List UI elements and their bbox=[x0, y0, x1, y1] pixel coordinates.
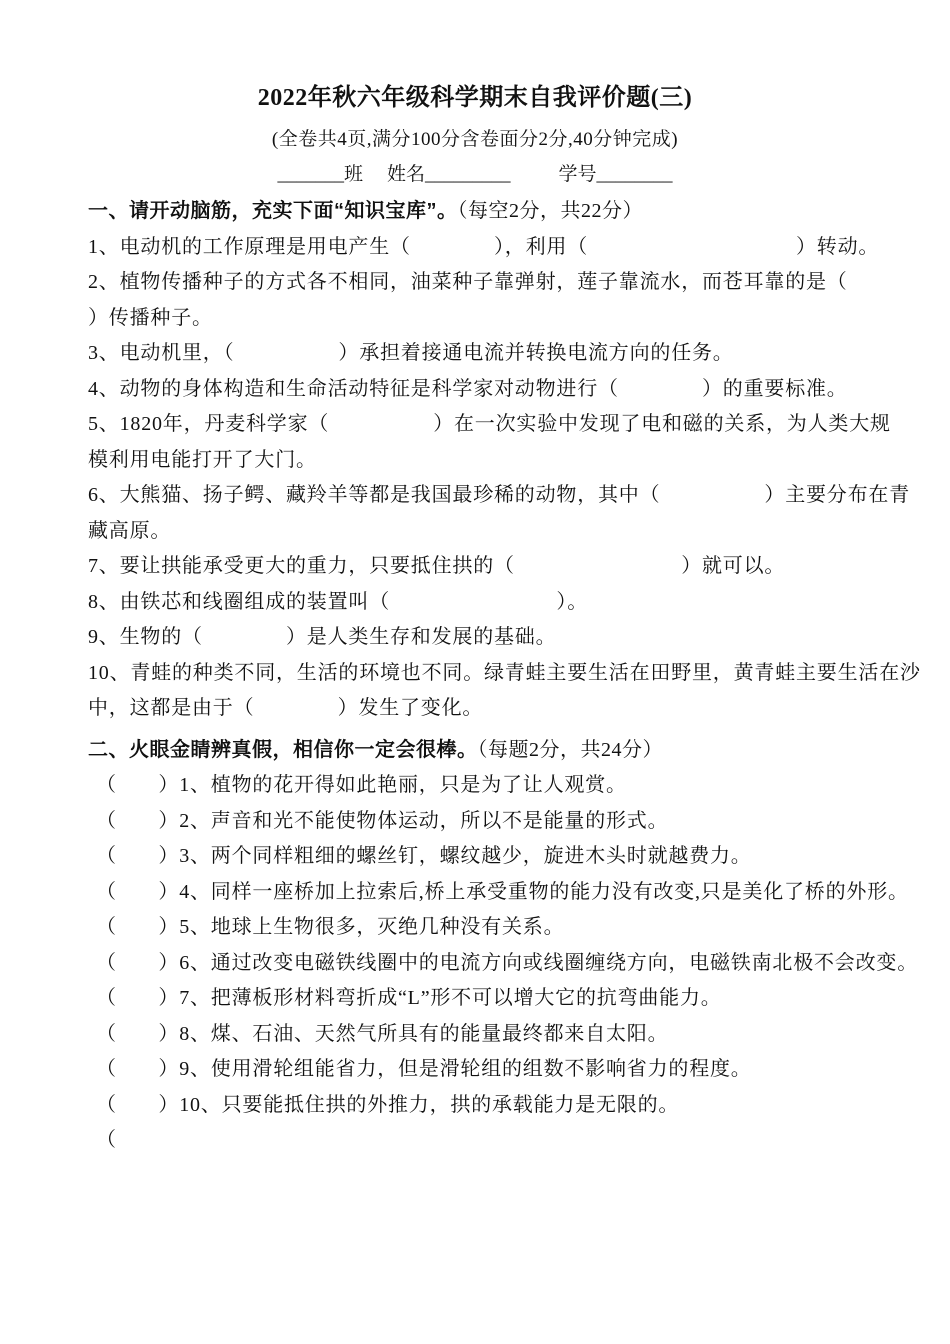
fill-blank-line: 6、大熊猫、扬子鳄、藏羚羊等都是我国最珍稀的动物，其中（ ）主要分布在青 bbox=[88, 484, 910, 506]
true-false-line: （ ）8、煤、石油、天然气所具有的能量最终都来自太阳。 bbox=[96, 1022, 669, 1045]
fill-blank-line: ）传播种子。 bbox=[88, 306, 213, 329]
fill-blank-line: 8、由铁芯和线圈组成的装置叫（ ）。 bbox=[88, 590, 588, 613]
fill-blank-line: 模利用电能打开了大门。 bbox=[88, 448, 317, 471]
fill-blank-line: 1、电动机的工作原理是用电产生（ ），利用（ ）转动。 bbox=[88, 235, 880, 258]
true-false-line: （ ）4、同样一座桥加上拉索后,桥上承受重物的能力没有改变,只是美化了桥的外形。 bbox=[96, 880, 909, 903]
fill-blank-line: 中，这都是由于（ ）发生了变化。 bbox=[88, 697, 484, 719]
student-id-label: 学号 bbox=[558, 164, 597, 185]
student-id-blank-field: ________ bbox=[596, 164, 673, 185]
fill-blank-line: 2、植物传播种子的方式各不相同，油菜种子靠弹射，莲子靠流水，而苍耳靠的是（ bbox=[88, 271, 848, 293]
section-heading-text: 二、火眼金睛辨真假，相信你一定会很棒。 bbox=[88, 738, 478, 761]
paper-info-line: (全卷共4页,满分100分含卷面分2分,40分钟完成) bbox=[271, 129, 679, 150]
true-false-line: （ ）9、使用滑轮组能省力，但是滑轮组的组数不影响省力的程度。 bbox=[96, 1058, 752, 1080]
true-false-line: （ ）2、声音和光不能使物体运动，所以不是能量的形式。 bbox=[96, 809, 669, 832]
section-heading-score: （每空2分，共22分） bbox=[457, 200, 643, 222]
document-body bbox=[88, 194, 921, 1159]
fill-blank-line: 3、电动机里，（ ）承担着接通电流并转换电流方向的任务。 bbox=[88, 342, 734, 364]
fill-blank-line: 5、1820年，丹麦科学家（ ）在一次实验中发现了电和磁的关系，为人类大规 bbox=[88, 413, 891, 435]
section-1-heading bbox=[88, 194, 862, 230]
true-false-line: （ ）10、只要能抵住拱的外推力，拱的承载能力是无限的。 bbox=[96, 1093, 680, 1116]
name-blank-field: _________ bbox=[425, 164, 511, 185]
fill-blank-line: 9、生物的（ ）是人类生存和发展的基础。 bbox=[88, 626, 557, 648]
true-false-line: （ ）7、把薄板形材料弯折成“L”形不可以增大它的抗弯曲能力。 bbox=[96, 987, 722, 1009]
true-false-line: （ ）3、两个同样粗细的螺丝钉，螺纹越少，旋进木头时就越费力。 bbox=[96, 845, 752, 867]
section-heading-text: 一、请开动脑筋，充实下面“知识宝库”。 bbox=[88, 200, 458, 222]
name-label: 姓名 bbox=[386, 164, 425, 185]
fill-blank-line: 4、动物的身体构造和生命活动特征是科学家对动物进行（ ）的重要标准。 bbox=[88, 377, 848, 400]
fill-blank-line: 10、青蛙的种类不同，生活的环境也不同。绿青蛙主要生活在田野里，黄青蛙主要生活在沙 bbox=[88, 661, 921, 684]
section-2-heading bbox=[88, 733, 862, 769]
fill-blank-line: 藏高原。 bbox=[88, 519, 172, 542]
true-false-line: （ ）1、植物的花开得如此艳丽，只是为了让人观赏。 bbox=[96, 774, 627, 796]
true-false-line: （ bbox=[96, 1129, 117, 1151]
class-blank-field: _______ bbox=[277, 164, 344, 185]
section-heading-score: （每题2分，共24分） bbox=[477, 738, 663, 761]
fill-blank-line: 7、要让拱能承受更大的重力，只要抵住拱的（ ）就可以。 bbox=[88, 555, 786, 577]
document-title: 2022年秋六年级科学期末自我评价题(三) bbox=[257, 85, 693, 111]
true-false-line: （ ）6、通过改变电磁铁线圈中的电流方向或线圈缠绕方向，电磁铁南北极不会改变。 bbox=[96, 951, 918, 974]
class-label: 班 bbox=[343, 164, 363, 185]
true-false-line: （ ）5、地球上生物很多，灭绝几种没有关系。 bbox=[96, 916, 565, 938]
student-info-line bbox=[88, 162, 862, 188]
